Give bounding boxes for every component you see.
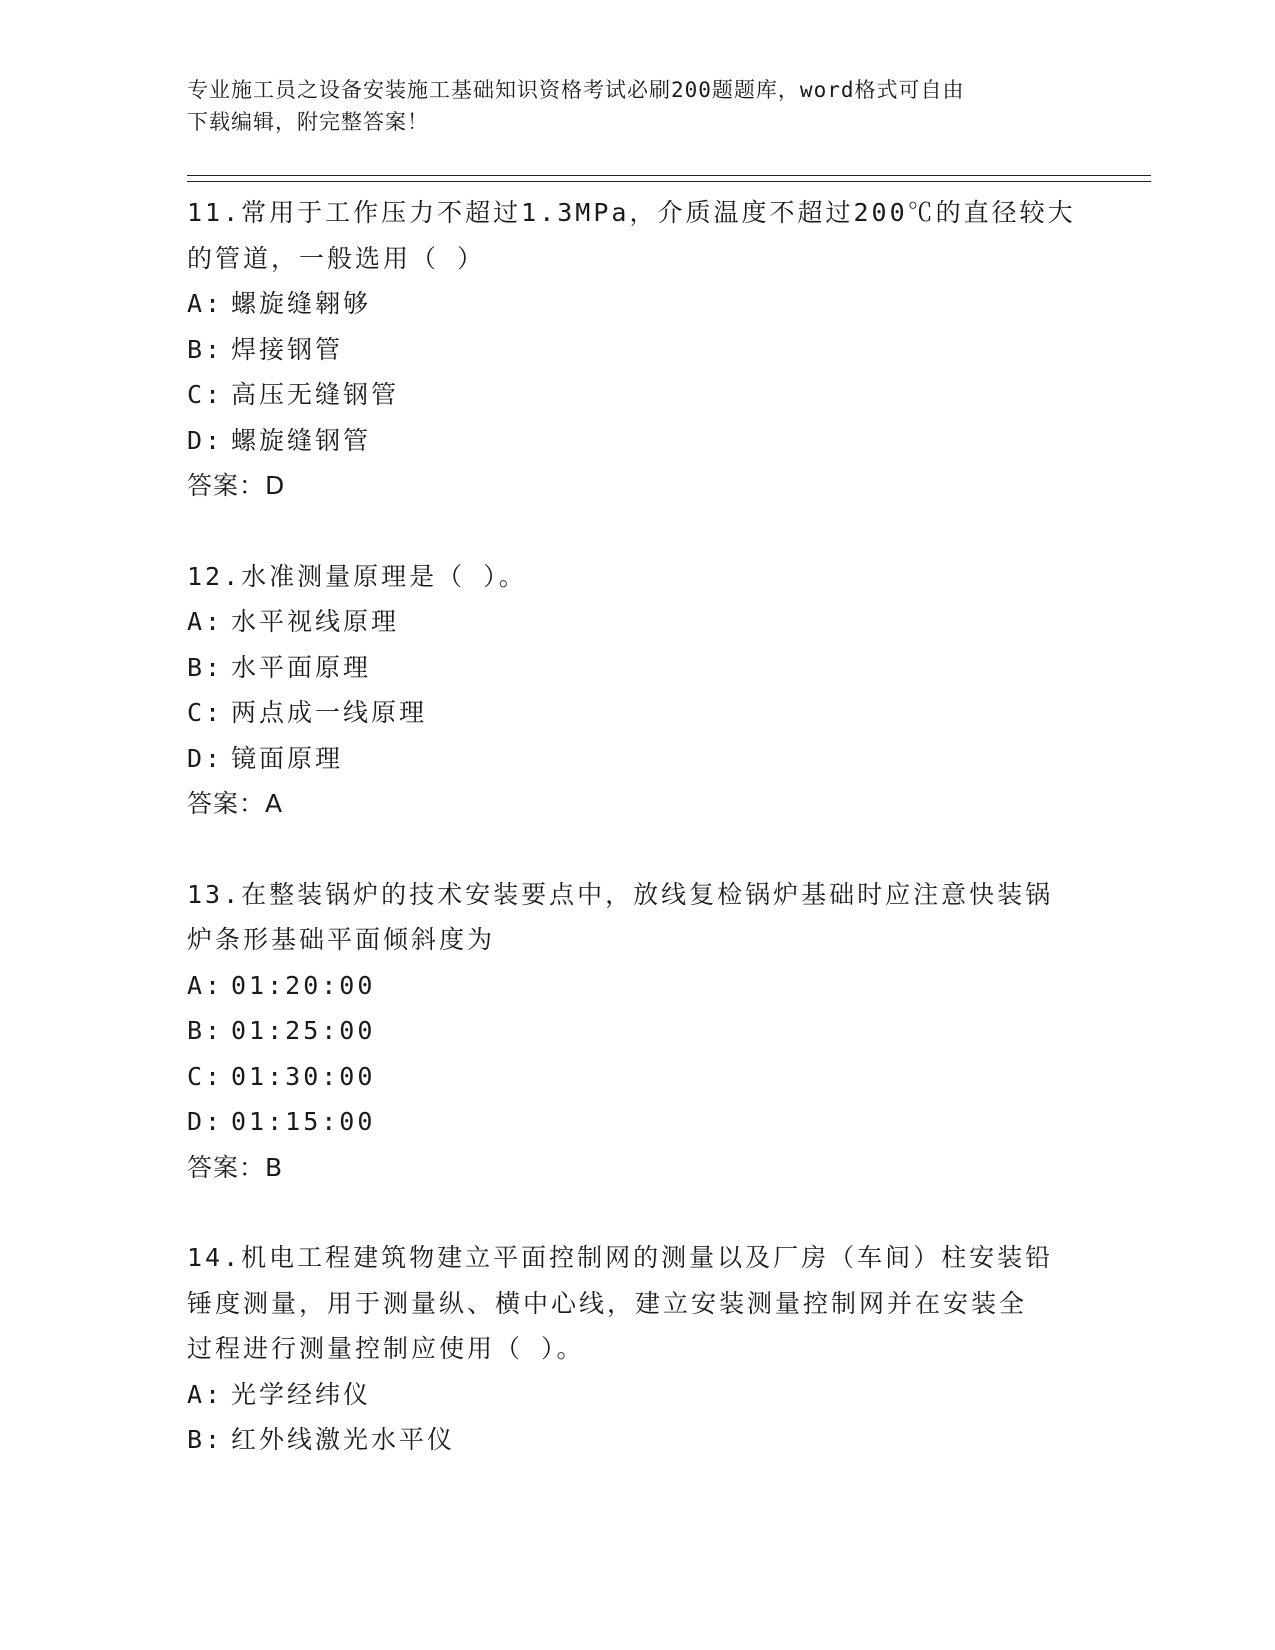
question-stem-line: 过程进行测量控制应使用（ ）。 — [187, 1334, 585, 1363]
option-a — [187, 599, 1087, 645]
option-key: B: — [187, 1425, 224, 1454]
option-text: 高压无缝钢管 — [231, 380, 400, 409]
option-text: 螺旋缝钢管 — [231, 425, 372, 455]
option-key: A: — [187, 970, 224, 1000]
option-text: 水平面原理 — [231, 652, 372, 682]
header-line-2: 下载编辑，附完整答案！ — [187, 110, 429, 134]
option-text: 光学经纬仪 — [231, 1379, 372, 1409]
header-line-1: 专业施工员之设备安装施工基础知识资格考试必刷200题题库，word格式可自由 — [187, 78, 965, 102]
option-text: 01:25:00 — [231, 1016, 376, 1045]
option-key: C: — [187, 1061, 224, 1091]
option-text: 红外线激光水平仪 — [231, 1425, 456, 1454]
question-11 — [187, 190, 1087, 509]
question-stem-line: 的管道，一般选用（ ） — [187, 243, 486, 273]
option-a — [187, 963, 1087, 1009]
option-c — [187, 372, 1087, 418]
question-stem-line: 锤度测量，用于测量纵、横中心线，建立安装测量控制网并在安装全 — [187, 1288, 1028, 1318]
option-text: 镜面原理 — [231, 743, 344, 773]
question-stem-line: 炉条形基础平面倾斜度为 — [187, 925, 496, 954]
option-key: D: — [187, 1107, 224, 1136]
option-key: A: — [187, 289, 224, 318]
option-text: 01:15:00 — [231, 1107, 376, 1136]
document-header — [187, 74, 1087, 138]
option-key: A: — [187, 1379, 224, 1409]
answer-line: 答案：B — [187, 1152, 284, 1182]
option-a — [187, 1372, 1087, 1418]
option-b — [187, 327, 1087, 373]
question-stem-line: 14.机电工程建筑物建立平面控制网的测量以及厂房（车间）柱安装铅 — [187, 1243, 1054, 1272]
option-text: 水平视线原理 — [231, 607, 400, 636]
option-key: B: — [187, 334, 224, 364]
answer-line: 答案：A — [187, 789, 284, 818]
option-text: 焊接钢管 — [231, 334, 344, 364]
option-text: 01:30:00 — [231, 1061, 376, 1091]
answer-line: 答案：D — [187, 471, 286, 500]
option-key: D: — [187, 743, 224, 773]
question-list — [187, 190, 1087, 1508]
option-c — [187, 1054, 1087, 1100]
question-stem-line: 11.常用于工作压力不超过1.3MPa，介质温度不超过200℃的直径较大 — [187, 198, 1076, 227]
option-c — [187, 690, 1087, 736]
option-key: A: — [187, 607, 224, 636]
option-b — [187, 645, 1087, 691]
option-b — [187, 1008, 1087, 1054]
option-d — [187, 736, 1087, 782]
option-a — [187, 281, 1087, 327]
option-text: 螺旋缝翱够 — [231, 289, 372, 318]
option-d — [187, 1099, 1087, 1145]
option-key: C: — [187, 698, 224, 727]
option-d — [187, 418, 1087, 464]
question-12 — [187, 554, 1087, 827]
option-text: 两点成一线原理 — [231, 698, 428, 727]
header-rule-bottom — [187, 181, 1151, 182]
option-key: C: — [187, 380, 224, 409]
question-14 — [187, 1235, 1087, 1463]
option-b — [187, 1417, 1087, 1463]
header-rule-top — [187, 175, 1151, 176]
option-key: D: — [187, 425, 224, 455]
option-key: B: — [187, 652, 224, 682]
option-key: B: — [187, 1016, 224, 1045]
question-13 — [187, 872, 1087, 1191]
question-stem-line: 13.在整装锅炉的技术安装要点中，放线复检锅炉基础时应注意快装锅 — [187, 879, 1054, 909]
question-stem-line: 12.水准测量原理是（ ）。 — [187, 561, 527, 591]
option-text: 01:20:00 — [231, 970, 376, 1000]
